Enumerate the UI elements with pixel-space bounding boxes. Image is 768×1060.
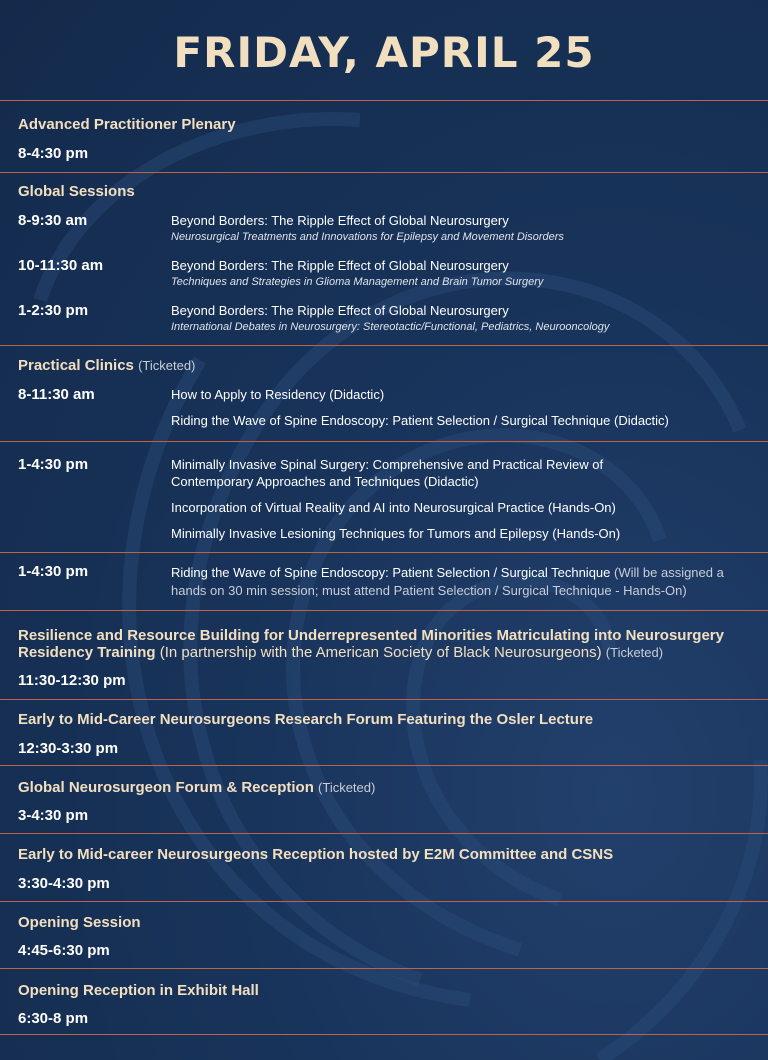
e2m-reception-time: 3:30-4:30 pm xyxy=(18,875,110,892)
global-session-title: Beyond Borders: The Ripple Effect of Global Neurosurgery xyxy=(171,258,509,273)
ticketed-label: (Ticketed) xyxy=(138,358,196,373)
clinic-item-note: hands on 30 min session; must attend Patient Selection / Surgical Technique - Hands-On) xyxy=(171,583,687,598)
e2m-reception-heading: Early to Mid-career Neurosurgeons Reception hosted by E2M Committee and CSNS xyxy=(18,846,614,863)
plenary-time: 8-4:30 pm xyxy=(18,145,89,162)
ticketed-label: (Ticketed) xyxy=(605,645,664,660)
global-forum-label: Global Neurosurgeon Forum & Reception xyxy=(18,779,314,796)
clinic-time: 1-4:30 pm xyxy=(18,456,89,473)
practical-clinics-heading xyxy=(18,357,195,374)
clinic-time: 8-11:30 am xyxy=(18,386,95,403)
global-session-subtitle: International Debates in Neurosurgery: Stereotactic/Functional, Pediatrics, Neurooncology xyxy=(171,321,610,333)
global-session-time: 10-11:30 am xyxy=(18,257,104,274)
global-session-subtitle: Techniques and Strategies in Glioma Management and Brain Tumor Surgery xyxy=(171,276,544,288)
resilience-partnership: (In partnership with the American Society of Black Neurosurgeons) xyxy=(159,644,602,661)
clinic-item-note: (Will be assigned a xyxy=(614,565,724,580)
section-divider xyxy=(0,441,768,442)
clinic-time: 1-4:30 pm xyxy=(18,563,89,580)
section-divider xyxy=(0,100,768,101)
section-divider xyxy=(0,765,768,766)
clinic-item: How to Apply to Residency (Didactic) xyxy=(171,387,385,402)
ticketed-label: (Ticketed) xyxy=(318,780,376,795)
resilience-heading-line2 xyxy=(18,644,663,661)
global-forum-heading xyxy=(18,779,375,796)
research-forum-heading: Early to Mid-Career Neurosurgeons Research Forum Featuring the Osler Lecture xyxy=(18,711,594,728)
section-divider xyxy=(0,1034,768,1035)
resilience-heading-line1: Resilience and Resource Building for Underrepresented Minorities Matriculating into Neurosurgery xyxy=(18,627,724,644)
opening-reception-time: 6:30-8 pm xyxy=(18,1010,89,1027)
section-divider xyxy=(0,968,768,969)
clinic-item-title: Riding the Wave of Spine Endoscopy: Patient Selection / Surgical Technique xyxy=(171,565,611,580)
global-session-title: Beyond Borders: The Ripple Effect of Global Neurosurgery xyxy=(171,303,509,318)
section-divider xyxy=(0,901,768,902)
global-forum-time: 3-4:30 pm xyxy=(18,807,89,824)
global-session-title: Beyond Borders: The Ripple Effect of Global Neurosurgery xyxy=(171,213,509,228)
practical-clinics-label: Practical Clinics xyxy=(18,357,134,374)
opening-session-heading: Opening Session xyxy=(18,914,141,931)
clinic-item: Minimally Invasive Lesioning Techniques for Tumors and Epilepsy (Hands-On) xyxy=(171,526,621,541)
clinic-item: Incorporation of Virtual Reality and AI into Neurosurgical Practice (Hands-On) xyxy=(171,500,616,515)
clinic-item-line: Minimally Invasive Spinal Surgery: Comprehensive and Practical Review of xyxy=(171,457,604,472)
clinic-item xyxy=(171,565,724,580)
resilience-time: 11:30-12:30 pm xyxy=(18,672,126,689)
plenary-heading: Advanced Practitioner Plenary xyxy=(18,116,236,133)
clinic-item-line: Contemporary Approaches and Techniques (Didactic) xyxy=(171,474,479,489)
global-session-subtitle: Neurosurgical Treatments and Innovations for Epilepsy and Movement Disorders xyxy=(171,231,564,243)
opening-reception-heading: Opening Reception in Exhibit Hall xyxy=(18,982,259,999)
opening-session-time: 4:45-6:30 pm xyxy=(18,942,110,959)
global-sessions-heading: Global Sessions xyxy=(18,183,135,200)
section-divider xyxy=(0,552,768,553)
resilience-heading-bold: Residency Training xyxy=(18,644,156,661)
global-session-time: 8-9:30 am xyxy=(18,212,88,229)
section-divider xyxy=(0,610,768,611)
research-forum-time: 12:30-3:30 pm xyxy=(18,740,119,757)
page-title: FRIDAY, APRIL 25 xyxy=(173,28,595,77)
section-divider xyxy=(0,833,768,834)
global-session-time: 1-2:30 pm xyxy=(18,302,89,319)
clinic-item: Riding the Wave of Spine Endoscopy: Patient Selection / Surgical Technique (Didactic) xyxy=(171,413,669,428)
section-divider xyxy=(0,172,768,173)
section-divider xyxy=(0,345,768,346)
section-divider xyxy=(0,699,768,700)
